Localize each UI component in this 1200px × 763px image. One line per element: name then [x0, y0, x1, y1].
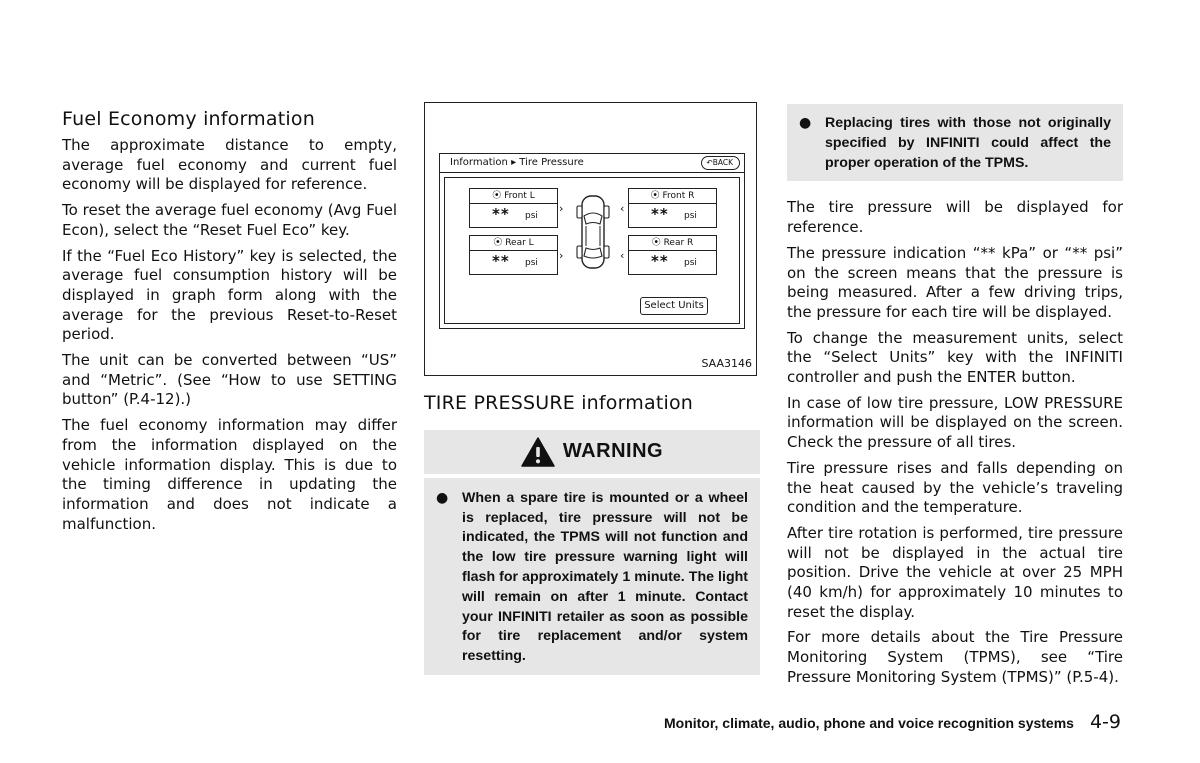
- paragraph: Tire pressure rises and falls depending on the heat caused by the vehicle’s traveling condition and the temperature.: [787, 458, 1123, 517]
- paragraph: To change the measurement units, select the “Select Units” key with the INFINITI controller and push the ENTER button.: [787, 328, 1123, 387]
- paragraph: The fuel economy information may differ from the information displayed on the vehicle information display. This is due to the timing difference in updating the information and does not indicate a malfunction.: [62, 416, 397, 533]
- footer-section-title: Monitor, climate, audio, phone and voice recognition systems: [663, 715, 1074, 731]
- screen-title: Information ▸ Tire Pressure: [450, 157, 584, 168]
- tire-value: **: [492, 205, 510, 223]
- paragraph: In case of low tire pressure, LOW PRESSURE information will be displayed on the screen. Check the pressure of all tires.: [787, 393, 1123, 452]
- car-top-view-icon: [574, 190, 612, 274]
- screen-title-bar: [440, 154, 744, 173]
- tire-box-front-right: [628, 188, 717, 228]
- right-column: [787, 104, 1123, 694]
- pointer-arrow-icon: ›: [559, 249, 564, 262]
- paragraph: The approximate distance to empty, average fuel economy and current fuel economy will be displayed for reference.: [62, 136, 397, 194]
- middle-column: [424, 102, 760, 675]
- warning-body: [424, 478, 760, 675]
- warning-header: [424, 430, 760, 474]
- tire-box-rear-right: [628, 235, 717, 275]
- tire-icon: ⦿: [651, 238, 664, 248]
- tire-unit: psi: [684, 258, 697, 268]
- pointer-arrow-icon: ‹: [620, 202, 625, 215]
- tire-value: **: [651, 205, 669, 223]
- back-button[interactable]: [701, 156, 740, 170]
- select-units-button[interactable]: Select Units: [640, 297, 708, 315]
- tire-pressure-heading: TIRE PRESSURE information: [424, 392, 694, 414]
- tire-box-rear-left: [469, 235, 558, 275]
- tire-label: Rear R: [663, 238, 694, 248]
- tire-value: **: [651, 252, 669, 270]
- fuel-economy-heading: Fuel Economy information: [62, 108, 315, 130]
- left-column: [62, 108, 397, 540]
- tire-panel: [444, 177, 740, 324]
- back-label: BACK: [712, 158, 733, 167]
- tire-label: Front L: [504, 191, 535, 201]
- warning-triangle-icon: [521, 437, 555, 467]
- tire-icon: ⦿: [650, 191, 663, 201]
- pointer-arrow-icon: ‹: [620, 249, 625, 262]
- warning-label: WARNING: [562, 440, 664, 463]
- caution-text: Replacing tires with those not originally specified by INFINITI could affect the proper operation of the TPMS.: [825, 115, 1111, 171]
- paragraph: To reset the average fuel economy (Avg Fuel Econ), select the “Reset Fuel Eco” key.: [62, 201, 397, 239]
- paragraph: If the “Fuel Eco History” key is selected, the average fuel consumption history will be displayed in graph form along with the average for the previous Reset-to-Reset period.: [62, 246, 397, 344]
- tire-pressure-figure: [424, 102, 757, 376]
- tire-unit: psi: [525, 258, 538, 268]
- paragraph: The pressure indication “** kPa” or “** psi” on the screen means that the pressure is being measured. After a few driving trips, the pressure for each tire will be displayed.: [787, 243, 1123, 321]
- warning-box: [424, 430, 760, 675]
- back-arrow-icon: ↶: [706, 158, 713, 167]
- pointer-arrow-icon: ›: [559, 202, 564, 215]
- tire-value: **: [492, 252, 510, 270]
- paragraph: For more details about the Tire Pressure Monitoring System (TPMS), see “Tire Pressure Monitoring System (TPMS)” (P.5-4).: [787, 628, 1123, 686]
- tire-box-front-left: [469, 188, 558, 228]
- paragraph: After tire rotation is performed, tire pressure will not be displayed in the actual tire position. Drive the vehicle at over 25 MPH (40 km/h) for approximately 10 minutes to reset the display.: [787, 523, 1123, 621]
- tire-icon: ⦿: [492, 191, 505, 201]
- page-footer: [664, 711, 1121, 733]
- bullet: ●: [436, 489, 449, 506]
- caution-box: [787, 104, 1123, 181]
- page-number: 4-9: [1089, 711, 1121, 733]
- display-screen: [439, 153, 745, 329]
- warning-text: When a spare tire is mounted or a wheel is replaced, tire pressure will not be indicated, the TPMS will not function and the low tire pressure warning light will flash for approximately 1 minute. The light will remain on after 1 minute. Contact your INFINITI retailer as soon as possible for tire replacement and/or system resetting.: [462, 489, 748, 665]
- paragraph: The tire pressure will be displayed for reference.: [787, 198, 1123, 237]
- tire-label: Front R: [662, 191, 695, 201]
- tire-icon: ⦿: [493, 238, 506, 248]
- figure-code: SAA3146: [701, 357, 752, 370]
- tire-label: Rear L: [505, 238, 534, 248]
- tire-unit: psi: [525, 211, 538, 221]
- paragraph: The unit can be converted between “US” and “Metric”. (See “How to use SETTING button” (P.4-12).): [62, 351, 397, 409]
- tire-unit: psi: [684, 211, 697, 221]
- bullet: ●: [799, 115, 812, 131]
